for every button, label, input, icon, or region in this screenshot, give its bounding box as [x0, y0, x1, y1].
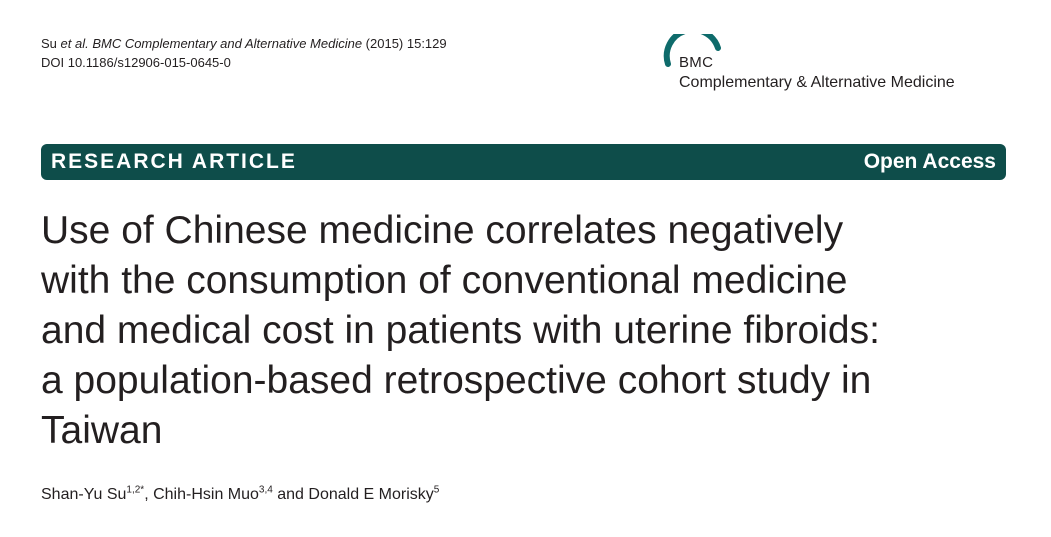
- author-affiliation[interactable]: 5: [433, 484, 440, 496]
- title-line: Taiwan: [41, 409, 163, 452]
- author-list: [41, 486, 439, 504]
- article-type-label: RESEARCH ARTICLE: [51, 150, 297, 173]
- journal-logo: [662, 34, 1012, 98]
- author-name[interactable]: Donald E Morisky: [308, 486, 434, 503]
- logo-journal-name: Complementary & Alternative Medicine: [679, 74, 955, 91]
- citation-line: [41, 34, 447, 53]
- author-affiliation[interactable]: 1,2*: [126, 484, 145, 496]
- citation-block: [41, 34, 447, 72]
- title-line: Use of Chinese medicine correlates negatively: [41, 209, 844, 252]
- citation-journal: BMC Complementary and Alternative Medicine: [88, 36, 363, 51]
- open-access-label: Open Access: [863, 150, 996, 173]
- article-title: [41, 206, 1031, 456]
- title-line: and medical cost in patients with uterine fibroids:: [41, 309, 880, 352]
- citation-author: Su: [41, 36, 61, 51]
- title-line: with the consumption of conventional medicine: [41, 259, 848, 302]
- author-separator: ,: [144, 486, 154, 503]
- author-name[interactable]: Chih-Hsin Muo: [153, 486, 259, 503]
- citation-year-volume: (2015) 15:129: [362, 36, 447, 51]
- logo-brand: BMC: [679, 54, 714, 71]
- author-affiliation[interactable]: 3,4: [258, 484, 273, 496]
- title-line: a population-based retrospective cohort study in: [41, 359, 872, 402]
- citation-doi[interactable]: DOI 10.1186/s12906-015-0645-0: [41, 55, 231, 70]
- author-separator: and: [272, 486, 309, 503]
- citation-et-al: et al.: [60, 36, 89, 51]
- article-type-banner: [41, 144, 1006, 180]
- author-name[interactable]: Shan-Yu Su: [41, 486, 127, 503]
